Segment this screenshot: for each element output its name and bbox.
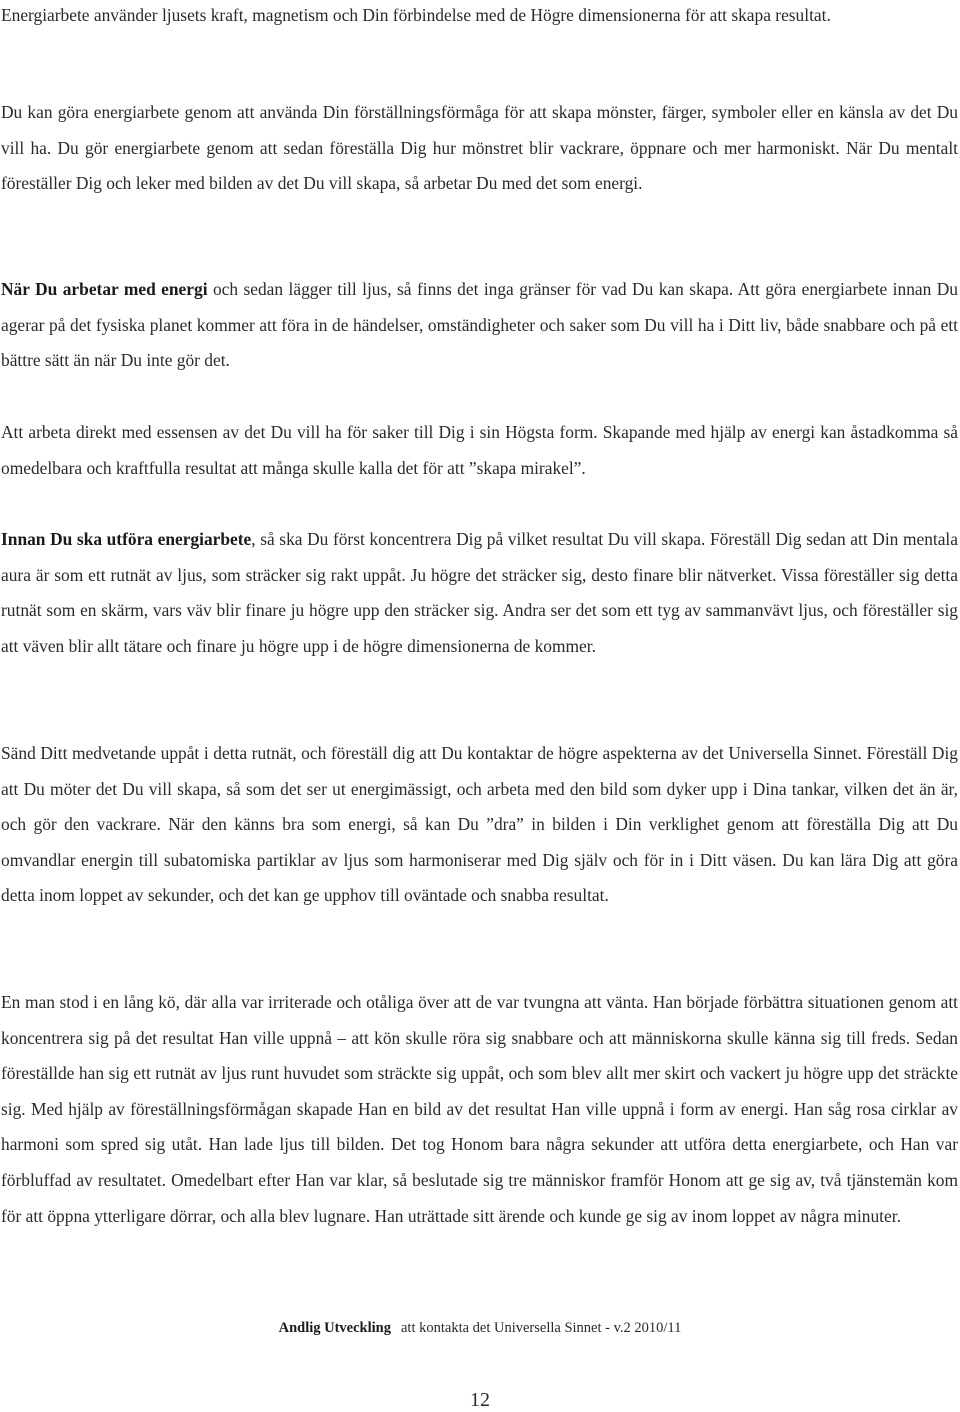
paragraph-7-text: En man stod i en lång kö, där alla var irriterade och otåliga över att de var tvungna att vänta. Han började förbättra situationen genom att koncentrera sig på det resultat Han ville uppnå – att kön skulle röra sig snabbare och att människorna skulle känna sig till freds. Sedan föreställde han sig ett rutnät av ljus runt huvudet som sträckte sig uppåt, och som blev allt mer skirt och vackert ju högre upp det sträckte sig. Med hjälp av föreställningsförmågan skapade Han en bild av det resultat Han ville uppnå i form av energi. Han såg rosa cirklar av harmoni som spred sig utåt. Han lade ljus till bilden. Det tog Honom bara några sekunder att utföra detta energiarbete, och Han var förbluffad av resultatet. Omedelbart efter Han var klar, så beslutade sig tre människor framför Honom att ge sig av, två tjänstemän kom för att öppna ytterligare dörrar, och alla blev lugnare. Han uträttade sitt ärende och kunde ge sig av inom loppet av några minuter. [1, 992, 958, 1226]
paragraph-5-text: , så ska Du först koncentrera Dig på vilket resultat Du vill skapa. Föreställ Dig sedan att Din mentala aura är som ett rutnät av ljus, som sträcker sig rakt uppåt. Ju högre det sträcker sig, desto finare blir nätverket. Vissa föreställer sig detta rutnät som en skärm, vars väv blir finare ju högre upp den sträcker sig. Andra ser det som ett tyg av sammanvävt ljus, och föreställer sig att väven blir allt tätare och finare ju högre upp i de högre dimensionerna de kommer. [1, 529, 958, 656]
paragraph-5 [1, 522, 958, 664]
paragraph-6-text: Sänd Ditt medvetande uppåt i detta rutnät, och föreställ dig att Du kontaktar de högre aspekterna av det Universella Sinnet. Föreställ Dig att Du möter det Du vill skapa, så som det ser ut energimässigt, och arbeta med den bild som dyker upp i Dina tankar, vilken det än är, och gör den vackrare. När den känns bra som energi, så kan Du ”dra” in bilden i Din verklighet genom att föreställa Dig att Du omvandlar energin till subatomiska partiklar av ljus som harmoniserar med Dig själv och för in i Ditt väsen. Du kan lära Dig att göra detta inom loppet av sekunder, och det kan ge upphov till oväntade och snabba resultat. [1, 743, 958, 906]
paragraph-2-text: Du kan göra energiarbete genom att använda Din förställningsförmåga för att skapa mönster, färger, symboler eller en känsla av det Du vill ha. Du gör energiarbete genom att sedan föreställa Dig hur mönstret blir vackrare, öppnare och mer harmoniskt. När Du mentalt föreställer Dig och leker med bilden av det Du vill skapa, så arbetar Du med det som energi. [1, 102, 958, 194]
paragraph-6 [1, 736, 958, 914]
paragraph-1 [1, 0, 958, 34]
paragraph-5-bold-lead: Innan Du ska utföra energiarbete [1, 529, 252, 549]
footer-subtitle: att kontakta det Universella Sinnet - v.2 2010/11 [400, 1320, 682, 1336]
footer-title: Andlig Utveckling [278, 1320, 391, 1336]
paragraph-3-bold-lead: När Du arbetar med energi [1, 279, 208, 299]
paragraph-3-text: och sedan lägger till ljus, så finns det inga gränser för vad Du kan skapa. Att göra energiarbete innan Du agerar på det fysiska planet kommer att föra in de händelser, omständigheter och saker som Du vill ha i Ditt liv, både snabbare och på ett bättre sätt än när Du inte gör det. [1, 279, 958, 371]
page-number: 12 [470, 1389, 490, 1411]
paragraph-3 [1, 272, 958, 379]
page-footer [0, 1318, 960, 1338]
paragraph-7 [1, 985, 958, 1234]
paragraph-4-text: Att arbeta direkt med essensen av det Du vill ha för saker till Dig i sin Högsta form. Skapande med hjälp av energi kan åstadkomma så omedelbara och kraftfulla resultat att många skulle kalla det för att ”skapa mirakel”. [1, 422, 958, 478]
paragraph-2 [1, 95, 958, 202]
paragraph-4 [1, 415, 958, 486]
paragraph-1-text: Energiarbete använder ljusets kraft, magnetism och Din förbindelse med de Högre dimensionerna för att skapa resultat. [1, 5, 831, 25]
